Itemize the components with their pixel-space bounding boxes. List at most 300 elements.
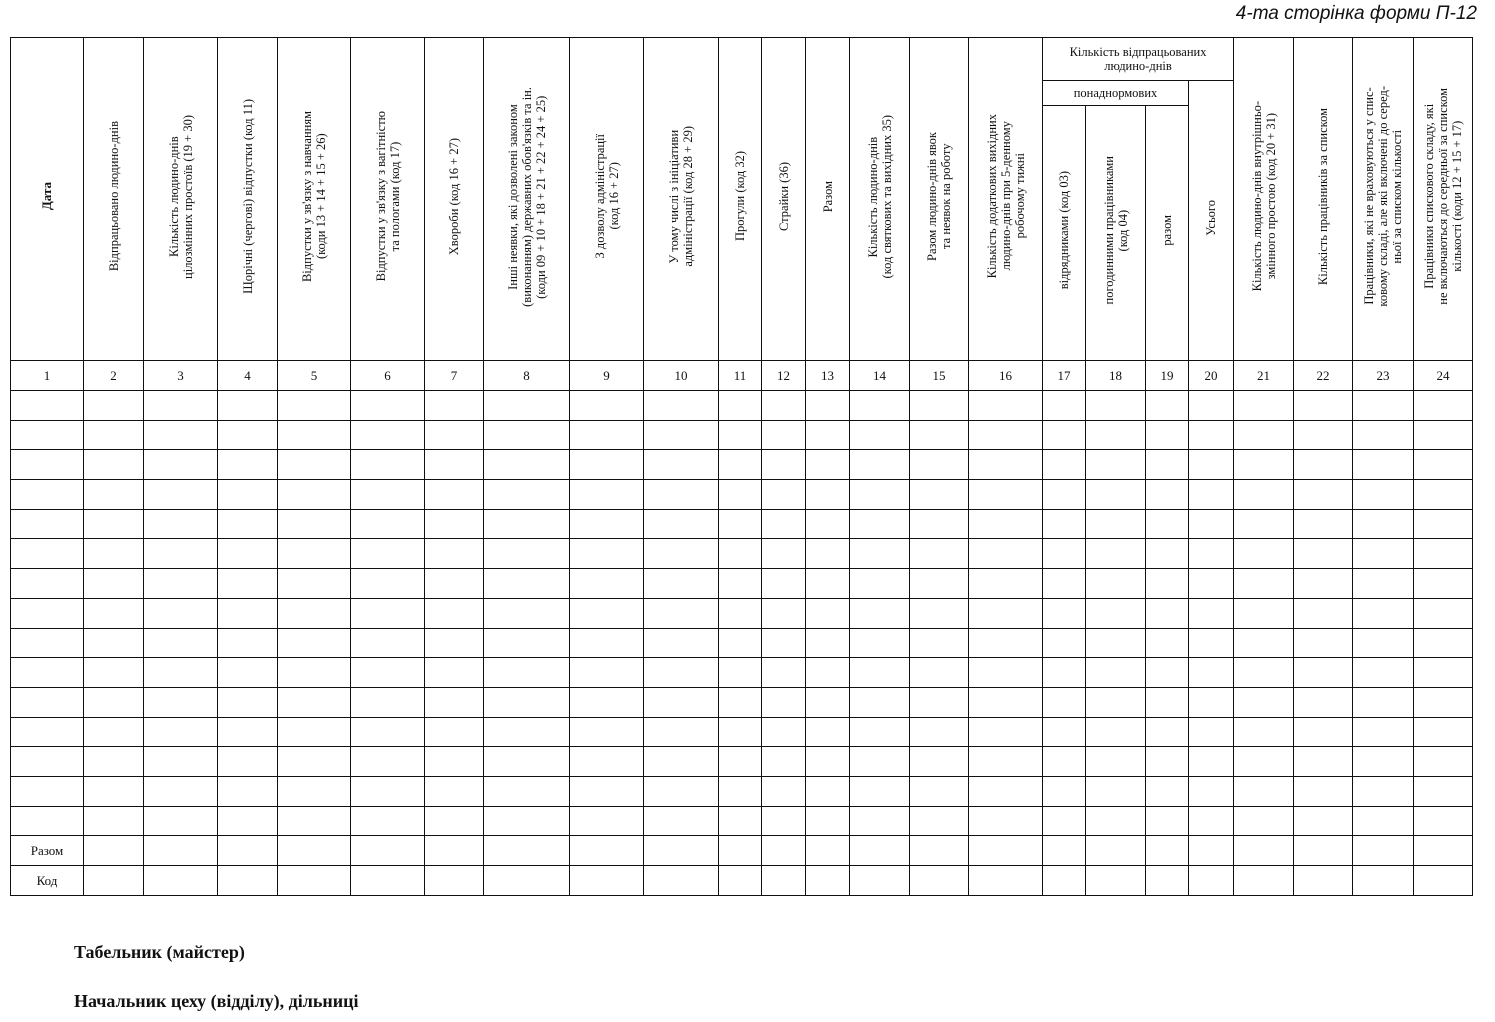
table-cell[interactable] (969, 598, 1043, 628)
table-cell[interactable] (570, 509, 644, 539)
table-cell[interactable] (484, 509, 570, 539)
table-cell[interactable] (1234, 450, 1294, 480)
table-cell[interactable] (351, 687, 425, 717)
table-cell[interactable] (719, 539, 762, 569)
table-cell[interactable] (1234, 539, 1294, 569)
table-cell[interactable] (278, 598, 351, 628)
table-cell[interactable] (218, 420, 278, 450)
table-cell[interactable] (644, 717, 719, 747)
table-cell[interactable] (1294, 480, 1353, 510)
table-cell[interactable] (806, 598, 850, 628)
table-cell[interactable] (570, 450, 644, 480)
table-cell[interactable] (84, 598, 144, 628)
table-cell[interactable] (1353, 480, 1414, 510)
table-cell[interactable] (910, 450, 969, 480)
table-cell[interactable] (644, 628, 719, 658)
table-cell[interactable] (719, 598, 762, 628)
table-cell[interactable] (1043, 539, 1086, 569)
table-cell[interactable] (969, 450, 1043, 480)
table-cell[interactable] (1086, 598, 1146, 628)
table-cell[interactable] (278, 391, 351, 421)
table-cell[interactable] (806, 450, 850, 480)
table-cell[interactable] (850, 598, 910, 628)
table-cell[interactable] (1294, 687, 1353, 717)
table-cell[interactable] (84, 806, 144, 836)
table-cell[interactable] (806, 569, 850, 599)
table-cell[interactable] (278, 658, 351, 688)
table-cell[interactable] (351, 539, 425, 569)
table-cell[interactable] (1043, 747, 1086, 777)
table-cell[interactable] (1234, 747, 1294, 777)
table-cell[interactable] (762, 539, 806, 569)
table-cell[interactable] (1294, 776, 1353, 806)
table-cell[interactable] (484, 806, 570, 836)
table-cell[interactable] (910, 598, 969, 628)
table-cell[interactable] (425, 569, 484, 599)
table-cell[interactable] (570, 539, 644, 569)
table-cell[interactable] (351, 628, 425, 658)
table-cell[interactable] (425, 687, 484, 717)
table-cell[interactable] (806, 717, 850, 747)
table-cell[interactable] (719, 687, 762, 717)
table-cell[interactable] (644, 687, 719, 717)
table-cell[interactable] (1353, 450, 1414, 480)
table-cell[interactable] (218, 776, 278, 806)
table-cell[interactable] (1294, 509, 1353, 539)
table-cell[interactable] (425, 628, 484, 658)
table-cell[interactable] (1414, 747, 1473, 777)
table-cell[interactable] (570, 747, 644, 777)
table-cell[interactable] (484, 658, 570, 688)
table-cell[interactable] (1294, 658, 1353, 688)
table-cell[interactable] (11, 420, 84, 450)
table-cell[interactable] (144, 776, 218, 806)
table-cell[interactable] (11, 776, 84, 806)
table-cell[interactable] (1353, 687, 1414, 717)
table-cell[interactable] (969, 776, 1043, 806)
table-cell[interactable] (969, 658, 1043, 688)
table-cell[interactable] (1353, 420, 1414, 450)
table-cell[interactable] (144, 569, 218, 599)
table-cell[interactable] (1189, 420, 1234, 450)
table-cell[interactable] (1086, 628, 1146, 658)
table-cell[interactable] (969, 806, 1043, 836)
table-cell[interactable] (1146, 717, 1189, 747)
table-cell[interactable] (1146, 687, 1189, 717)
table-cell[interactable] (1294, 747, 1353, 777)
table-cell[interactable] (1086, 391, 1146, 421)
table-cell[interactable] (84, 450, 144, 480)
table-cell[interactable] (484, 717, 570, 747)
table-cell[interactable] (762, 776, 806, 806)
table-cell[interactable] (84, 569, 144, 599)
table-cell[interactable] (1189, 717, 1234, 747)
table-cell[interactable] (570, 569, 644, 599)
table-cell[interactable] (1414, 509, 1473, 539)
table-cell[interactable] (1414, 539, 1473, 569)
table-cell[interactable] (850, 509, 910, 539)
table-cell[interactable] (351, 717, 425, 747)
table-cell[interactable] (910, 420, 969, 450)
table-cell[interactable] (425, 509, 484, 539)
table-cell[interactable] (1414, 687, 1473, 717)
table-cell[interactable] (144, 420, 218, 450)
table-cell[interactable] (1146, 776, 1189, 806)
table-cell[interactable] (1189, 806, 1234, 836)
table-cell[interactable] (910, 539, 969, 569)
table-cell[interactable] (1234, 628, 1294, 658)
table-cell[interactable] (806, 776, 850, 806)
table-cell[interactable] (1043, 687, 1086, 717)
table-cell[interactable] (1189, 539, 1234, 569)
table-cell[interactable] (425, 450, 484, 480)
table-cell[interactable] (278, 747, 351, 777)
table-cell[interactable] (484, 628, 570, 658)
table-cell[interactable] (1043, 628, 1086, 658)
table-cell[interactable] (1146, 747, 1189, 777)
table-cell[interactable] (144, 480, 218, 510)
table-cell[interactable] (11, 450, 84, 480)
table-cell[interactable] (644, 598, 719, 628)
table-cell[interactable] (1353, 776, 1414, 806)
table-cell[interactable] (1189, 480, 1234, 510)
table-cell[interactable] (351, 806, 425, 836)
table-cell[interactable] (144, 450, 218, 480)
table-cell[interactable] (1294, 628, 1353, 658)
table-cell[interactable] (1414, 391, 1473, 421)
table-cell[interactable] (1146, 480, 1189, 510)
table-cell[interactable] (806, 539, 850, 569)
table-cell[interactable] (1353, 747, 1414, 777)
table-cell[interactable] (218, 598, 278, 628)
table-cell[interactable] (1414, 569, 1473, 599)
table-cell[interactable] (806, 687, 850, 717)
table-cell[interactable] (806, 480, 850, 510)
table-cell[interactable] (11, 569, 84, 599)
table-cell[interactable] (762, 450, 806, 480)
table-cell[interactable] (1353, 717, 1414, 747)
table-cell[interactable] (1146, 598, 1189, 628)
table-cell[interactable] (1414, 420, 1473, 450)
table-cell[interactable] (762, 509, 806, 539)
table-cell[interactable] (1414, 658, 1473, 688)
table-cell[interactable] (1353, 628, 1414, 658)
table-cell[interactable] (218, 628, 278, 658)
table-cell[interactable] (1189, 658, 1234, 688)
table-cell[interactable] (351, 747, 425, 777)
table-cell[interactable] (850, 806, 910, 836)
table-cell[interactable] (1043, 450, 1086, 480)
table-cell[interactable] (1353, 658, 1414, 688)
table-cell[interactable] (1234, 480, 1294, 510)
table-cell[interactable] (570, 658, 644, 688)
table-cell[interactable] (144, 391, 218, 421)
table-cell[interactable] (762, 747, 806, 777)
table-cell[interactable] (1234, 658, 1294, 688)
table-cell[interactable] (850, 747, 910, 777)
table-cell[interactable] (850, 539, 910, 569)
table-cell[interactable] (351, 658, 425, 688)
table-cell[interactable] (1189, 687, 1234, 717)
table-cell[interactable] (969, 687, 1043, 717)
table-cell[interactable] (910, 776, 969, 806)
table-cell[interactable] (218, 687, 278, 717)
table-cell[interactable] (644, 569, 719, 599)
table-cell[interactable] (1353, 391, 1414, 421)
table-cell[interactable] (644, 509, 719, 539)
table-cell[interactable] (218, 391, 278, 421)
table-cell[interactable] (762, 480, 806, 510)
table-cell[interactable] (1234, 717, 1294, 747)
table-cell[interactable] (484, 747, 570, 777)
table-cell[interactable] (969, 509, 1043, 539)
table-cell[interactable] (1414, 480, 1473, 510)
table-cell[interactable] (1234, 509, 1294, 539)
table-cell[interactable] (644, 420, 719, 450)
table-cell[interactable] (1086, 569, 1146, 599)
table-cell[interactable] (278, 687, 351, 717)
table-cell[interactable] (484, 569, 570, 599)
table-cell[interactable] (910, 747, 969, 777)
table-cell[interactable] (1294, 539, 1353, 569)
table-cell[interactable] (84, 539, 144, 569)
table-cell[interactable] (484, 687, 570, 717)
table-cell[interactable] (278, 539, 351, 569)
table-cell[interactable] (850, 420, 910, 450)
table-cell[interactable] (1294, 806, 1353, 836)
table-cell[interactable] (762, 628, 806, 658)
table-cell[interactable] (850, 480, 910, 510)
table-cell[interactable] (144, 539, 218, 569)
table-cell[interactable] (84, 658, 144, 688)
table-cell[interactable] (1146, 569, 1189, 599)
table-cell[interactable] (425, 806, 484, 836)
table-cell[interactable] (806, 391, 850, 421)
table-cell[interactable] (351, 450, 425, 480)
table-cell[interactable] (425, 658, 484, 688)
table-cell[interactable] (11, 628, 84, 658)
table-cell[interactable] (719, 391, 762, 421)
table-cell[interactable] (278, 717, 351, 747)
table-cell[interactable] (144, 658, 218, 688)
table-cell[interactable] (644, 480, 719, 510)
table-cell[interactable] (1086, 747, 1146, 777)
table-cell[interactable] (969, 747, 1043, 777)
table-cell[interactable] (11, 539, 84, 569)
table-cell[interactable] (850, 717, 910, 747)
table-cell[interactable] (278, 806, 351, 836)
table-cell[interactable] (484, 539, 570, 569)
table-cell[interactable] (806, 509, 850, 539)
table-cell[interactable] (910, 391, 969, 421)
table-cell[interactable] (1043, 806, 1086, 836)
table-cell[interactable] (484, 391, 570, 421)
table-cell[interactable] (910, 658, 969, 688)
table-cell[interactable] (1294, 717, 1353, 747)
table-cell[interactable] (11, 658, 84, 688)
table-cell[interactable] (719, 806, 762, 836)
table-cell[interactable] (570, 391, 644, 421)
table-cell[interactable] (570, 420, 644, 450)
table-cell[interactable] (1146, 539, 1189, 569)
table-cell[interactable] (1189, 747, 1234, 777)
table-cell[interactable] (425, 747, 484, 777)
table-cell[interactable] (484, 776, 570, 806)
table-cell[interactable] (1234, 598, 1294, 628)
table-cell[interactable] (1189, 391, 1234, 421)
table-cell[interactable] (806, 747, 850, 777)
table-cell[interactable] (84, 391, 144, 421)
table-cell[interactable] (278, 628, 351, 658)
table-cell[interactable] (1146, 450, 1189, 480)
table-cell[interactable] (762, 717, 806, 747)
table-cell[interactable] (84, 747, 144, 777)
table-cell[interactable] (425, 420, 484, 450)
table-cell[interactable] (1353, 509, 1414, 539)
table-cell[interactable] (910, 509, 969, 539)
table-cell[interactable] (719, 480, 762, 510)
table-cell[interactable] (1146, 658, 1189, 688)
table-cell[interactable] (1146, 509, 1189, 539)
table-cell[interactable] (351, 480, 425, 510)
table-cell[interactable] (969, 539, 1043, 569)
table-cell[interactable] (1189, 628, 1234, 658)
table-cell[interactable] (84, 687, 144, 717)
table-cell[interactable] (84, 420, 144, 450)
table-cell[interactable] (1294, 598, 1353, 628)
table-cell[interactable] (570, 628, 644, 658)
table-cell[interactable] (484, 480, 570, 510)
table-cell[interactable] (1189, 598, 1234, 628)
table-cell[interactable] (11, 717, 84, 747)
table-cell[interactable] (484, 450, 570, 480)
table-cell[interactable] (84, 717, 144, 747)
table-cell[interactable] (144, 628, 218, 658)
table-cell[interactable] (1086, 509, 1146, 539)
table-cell[interactable] (762, 569, 806, 599)
table-cell[interactable] (719, 658, 762, 688)
table-cell[interactable] (850, 569, 910, 599)
table-cell[interactable] (1294, 420, 1353, 450)
table-cell[interactable] (11, 806, 84, 836)
table-cell[interactable] (218, 450, 278, 480)
table-cell[interactable] (1043, 717, 1086, 747)
table-cell[interactable] (1234, 806, 1294, 836)
table-cell[interactable] (1353, 806, 1414, 836)
table-cell[interactable] (1414, 717, 1473, 747)
table-cell[interactable] (84, 480, 144, 510)
table-cell[interactable] (425, 391, 484, 421)
table-cell[interactable] (11, 480, 84, 510)
table-cell[interactable] (1189, 450, 1234, 480)
table-cell[interactable] (570, 687, 644, 717)
table-cell[interactable] (144, 598, 218, 628)
table-cell[interactable] (644, 776, 719, 806)
table-cell[interactable] (806, 806, 850, 836)
table-cell[interactable] (570, 480, 644, 510)
table-cell[interactable] (425, 717, 484, 747)
table-cell[interactable] (1146, 806, 1189, 836)
table-cell[interactable] (806, 420, 850, 450)
table-cell[interactable] (910, 569, 969, 599)
table-cell[interactable] (850, 628, 910, 658)
table-cell[interactable] (762, 658, 806, 688)
table-cell[interactable] (969, 569, 1043, 599)
table-cell[interactable] (1043, 391, 1086, 421)
table-cell[interactable] (1189, 569, 1234, 599)
table-cell[interactable] (850, 687, 910, 717)
table-cell[interactable] (1353, 569, 1414, 599)
table-cell[interactable] (1414, 450, 1473, 480)
table-cell[interactable] (570, 776, 644, 806)
table-cell[interactable] (910, 806, 969, 836)
table-cell[interactable] (1086, 806, 1146, 836)
table-cell[interactable] (910, 717, 969, 747)
table-cell[interactable] (910, 480, 969, 510)
table-cell[interactable] (484, 598, 570, 628)
table-cell[interactable] (1146, 628, 1189, 658)
table-cell[interactable] (762, 598, 806, 628)
table-cell[interactable] (850, 450, 910, 480)
table-cell[interactable] (84, 509, 144, 539)
table-cell[interactable] (1043, 598, 1086, 628)
table-cell[interactable] (278, 480, 351, 510)
table-cell[interactable] (144, 687, 218, 717)
table-cell[interactable] (218, 509, 278, 539)
table-cell[interactable] (1189, 509, 1234, 539)
table-cell[interactable] (278, 450, 351, 480)
table-cell[interactable] (1086, 717, 1146, 747)
table-cell[interactable] (762, 687, 806, 717)
table-cell[interactable] (1294, 391, 1353, 421)
table-cell[interactable] (84, 776, 144, 806)
table-cell[interactable] (1146, 391, 1189, 421)
table-cell[interactable] (11, 747, 84, 777)
table-cell[interactable] (910, 628, 969, 658)
table-cell[interactable] (644, 806, 719, 836)
table-cell[interactable] (762, 420, 806, 450)
table-cell[interactable] (644, 747, 719, 777)
table-cell[interactable] (644, 658, 719, 688)
table-cell[interactable] (719, 420, 762, 450)
table-cell[interactable] (910, 687, 969, 717)
table-cell[interactable] (1086, 480, 1146, 510)
table-cell[interactable] (144, 806, 218, 836)
table-cell[interactable] (644, 539, 719, 569)
table-cell[interactable] (644, 391, 719, 421)
table-cell[interactable] (1086, 539, 1146, 569)
table-cell[interactable] (644, 450, 719, 480)
table-cell[interactable] (719, 509, 762, 539)
table-cell[interactable] (11, 687, 84, 717)
table-cell[interactable] (144, 717, 218, 747)
table-cell[interactable] (762, 391, 806, 421)
table-cell[interactable] (570, 717, 644, 747)
table-cell[interactable] (719, 776, 762, 806)
table-cell[interactable] (11, 509, 84, 539)
table-cell[interactable] (1043, 776, 1086, 806)
table-cell[interactable] (1294, 569, 1353, 599)
table-cell[interactable] (1353, 598, 1414, 628)
table-cell[interactable] (969, 391, 1043, 421)
table-cell[interactable] (144, 747, 218, 777)
table-cell[interactable] (144, 509, 218, 539)
table-cell[interactable] (570, 598, 644, 628)
table-cell[interactable] (425, 776, 484, 806)
table-cell[interactable] (969, 420, 1043, 450)
table-cell[interactable] (218, 539, 278, 569)
table-cell[interactable] (1189, 776, 1234, 806)
